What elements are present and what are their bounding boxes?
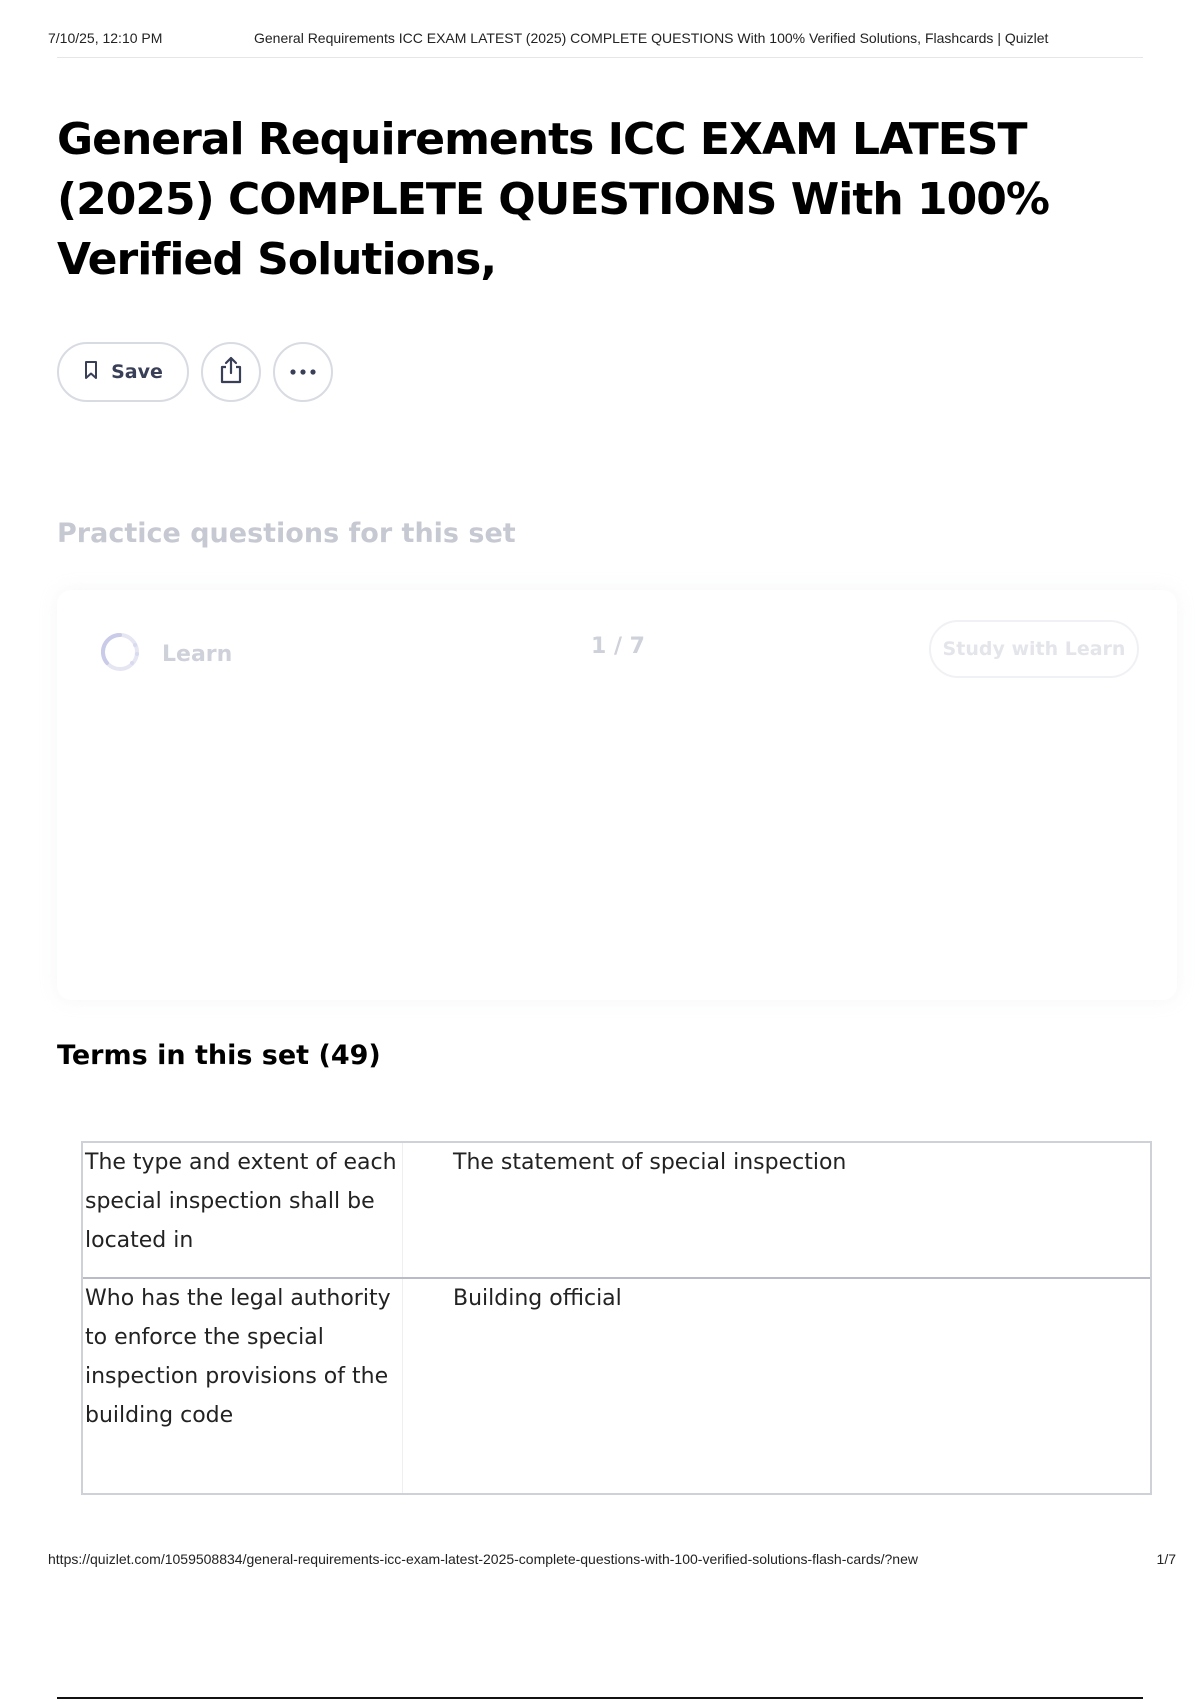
header-divider	[57, 57, 1143, 58]
print-date: 7/10/25, 12:10 PM	[48, 30, 163, 46]
question-progress: 1 / 7	[591, 634, 645, 659]
learn-label: Learn	[162, 642, 233, 667]
terms-heading: Terms in this set (49)	[57, 1040, 381, 1071]
more-icon	[289, 363, 317, 381]
save-button-label: Save	[111, 361, 163, 383]
learn-progress-icon	[98, 630, 142, 679]
print-header	[48, 30, 1176, 50]
learn-mode-indicator	[98, 630, 232, 679]
bottom-divider	[57, 1697, 1143, 1699]
table-row	[83, 1143, 1150, 1279]
share-button[interactable]	[201, 342, 261, 402]
share-icon	[217, 355, 245, 390]
bookmark-icon	[83, 360, 99, 385]
definition-text: The statement of special inspection	[453, 1150, 847, 1175]
print-document-title: General Requirements ICC EXAM LATEST (2025) COMPLETE QUESTIONS With 100% Verified Solutions, Flashcards | Quizlet	[254, 30, 1049, 46]
study-with-learn-button[interactable]: Study with Learn	[929, 620, 1139, 678]
page-title: General Requirements ICC EXAM LATEST (2025) COMPLETE QUESTIONS With 100% Verified Solutions,	[57, 114, 1049, 285]
definition-text: Building official	[453, 1286, 622, 1311]
more-options-button[interactable]	[273, 342, 333, 402]
page-url: https://quizlet.com/1059508834/general-requirements-icc-exam-latest-2025-complete-questions-with-100-verified-solutions-flash-cards/?new	[48, 1551, 918, 1567]
terms-table	[81, 1141, 1152, 1495]
term-text: Who has the legal authority to enforce the special inspection provisions of the building code	[83, 1279, 403, 1493]
term-text: The type and extent of each special inspection shall be located in	[83, 1143, 403, 1277]
practice-heading: Practice questions for this set	[57, 518, 516, 549]
save-button[interactable]	[57, 342, 189, 402]
table-row	[83, 1279, 1150, 1493]
page-number: 1/7	[1156, 1551, 1176, 1567]
